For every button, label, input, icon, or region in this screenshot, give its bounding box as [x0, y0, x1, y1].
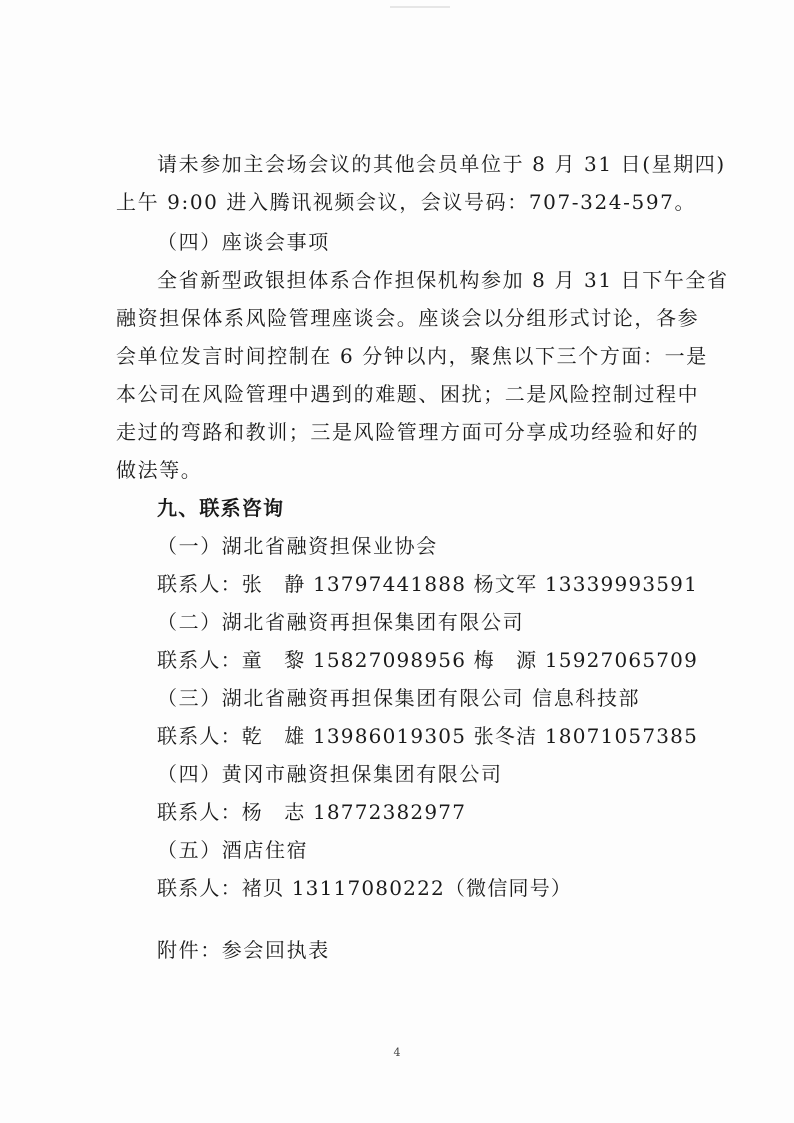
- contact-org-2: （二）湖北省融资再担保集团有限公司: [157, 610, 525, 634]
- forum-paragraph-line-5: 走过的弯路和教训；三是风险管理方面可分享成功经验和好的: [116, 420, 700, 444]
- page-number: 4: [393, 1046, 401, 1059]
- contact-person-1: 联系人：张 静 13797441888 杨文军 13339993591: [157, 572, 699, 596]
- contact-org-4: （四）黄冈市融资担保集团有限公司: [157, 762, 503, 786]
- forum-paragraph-line-2: 融资担保体系风险管理座谈会。座谈会以分组形式讨论，各参: [116, 306, 700, 330]
- forum-paragraph-line-6: 做法等。: [116, 458, 203, 482]
- contact-person-4: 联系人：杨 志 18772382977: [157, 800, 467, 824]
- contact-org-3: （三）湖北省融资再担保集团有限公司 信息科技部: [157, 686, 641, 710]
- forum-paragraph-line-3: 会单位发言时间控制在 6 分钟以内，聚焦以下三个方面：一是: [116, 344, 708, 368]
- scan-mark: [390, 6, 450, 8]
- contact-person-5: 联系人：褚贝 13117080222（微信同号）: [157, 876, 573, 900]
- intro-line-2: 上午 9:00 进入腾讯视频会议，会议号码：707-324-597。: [116, 190, 697, 214]
- intro-line-1: 请未参加主会场会议的其他会员单位于 8 月 31 日(星期四): [157, 152, 726, 176]
- contact-person-2: 联系人：童 黎 15827098956 梅 源 15927065709: [157, 648, 699, 672]
- attachment-note: 附件：参会回执表: [157, 938, 330, 962]
- contact-org-1: （一）湖北省融资担保业协会: [157, 534, 438, 558]
- contact-org-5: （五）酒店住宿: [157, 838, 309, 862]
- contact-person-3: 联系人：乾 雄 13986019305 张冬洁 18071057385: [157, 724, 699, 748]
- section-heading-contact: 九、联系咨询: [157, 496, 285, 520]
- forum-paragraph-line-4: 本公司在风险管理中遇到的难题、困扰；二是风险控制过程中: [116, 382, 700, 406]
- subheading-forum: （四）座谈会事项: [157, 230, 330, 254]
- forum-paragraph-line-1: 全省新型政银担体系合作担保机构参加 8 月 31 日下午全省: [157, 268, 729, 292]
